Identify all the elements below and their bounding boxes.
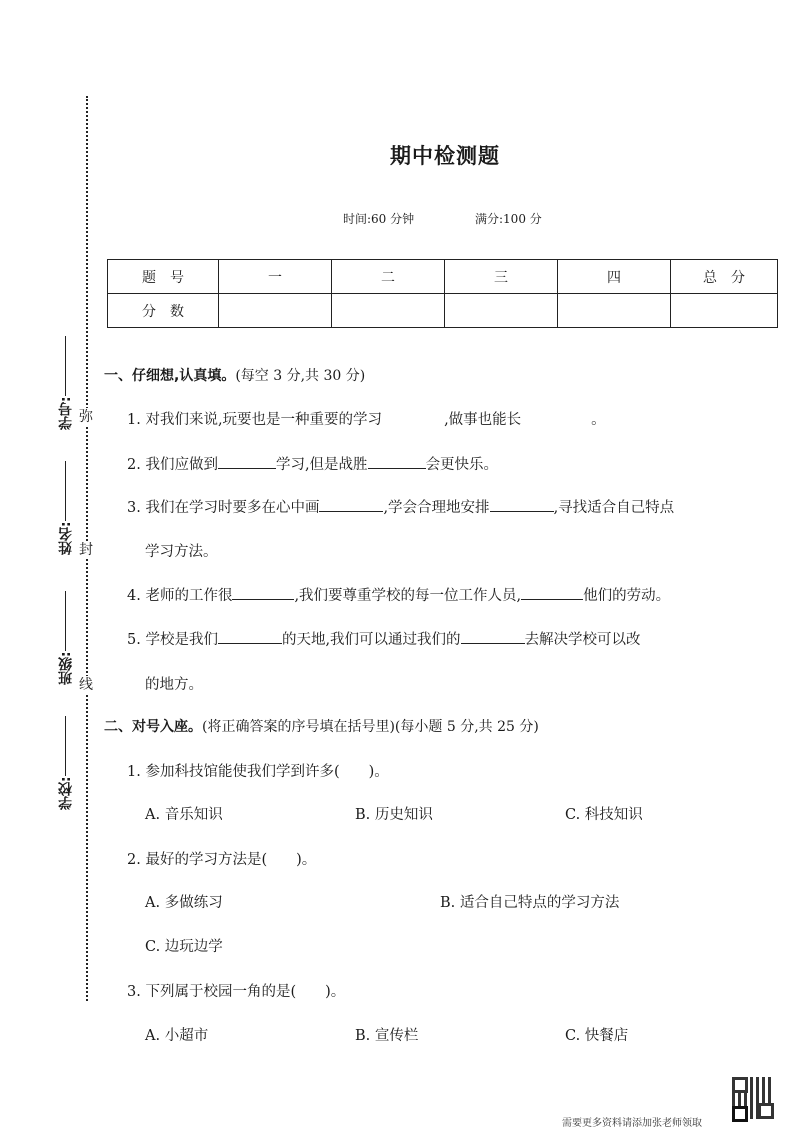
q-text: 他们的劳动。 [583, 588, 671, 604]
exam-full-score: 满分:100 分 [475, 212, 542, 226]
section2-heading [104, 716, 539, 736]
s2-question-1: 1. 参加科技馆能使我们学到许多( )。 [127, 764, 389, 780]
option-c[interactable]: C. 科技知识 [565, 807, 643, 823]
score-table-score-row [108, 294, 778, 328]
q-text: 会更快乐。 [425, 457, 499, 473]
school-field[interactable] [54, 700, 78, 810]
answer-blank[interactable] [232, 585, 294, 600]
option-a[interactable]: A. 多做练习 [145, 895, 223, 911]
s1-question-4 [127, 584, 670, 605]
option-a[interactable]: A. 音乐知识 [145, 807, 223, 823]
class-field[interactable] [54, 575, 78, 685]
option-a[interactable]: A. 小超市 [145, 1028, 209, 1044]
header-cell: 总 分 [671, 260, 778, 294]
section2-note: (将正确答案的序号填在括号里)(每小题 5 分,共 25 分) [202, 719, 539, 735]
score-row-label: 分 数 [108, 294, 219, 328]
option-b[interactable]: B. 历史知识 [355, 807, 433, 823]
section1-heading [104, 365, 365, 385]
s1-question-5-cont: 的地方。 [145, 677, 203, 693]
name-label: 姓名: [58, 521, 74, 555]
answer-blank[interactable] [490, 497, 554, 512]
student-id-label: 学号: [58, 396, 74, 430]
q-text: 学习,但是战胜 [275, 457, 368, 473]
footer-note: 需要更多资料请添加张老师领取 [562, 1118, 702, 1129]
answer-blank[interactable] [382, 410, 444, 424]
answer-blank[interactable] [218, 454, 276, 469]
option-c[interactable]: C. 边玩边学 [145, 939, 223, 955]
qr-finder-icon [732, 1106, 748, 1122]
seal-char-xian: 线 [79, 677, 93, 693]
q-text: 。 [591, 412, 606, 428]
q-text: ,寻找适合自己特点 [553, 500, 675, 516]
s2-question-3: 3. 下列属于校园一角的是( )。 [127, 984, 346, 1000]
q-text: 2. 我们应做到 [127, 457, 218, 473]
s1-question-3 [127, 496, 674, 517]
answer-blank[interactable] [319, 497, 383, 512]
answer-blank[interactable] [521, 410, 591, 424]
q-text: ,学会合理地安排 [383, 500, 490, 516]
score-table [107, 259, 778, 328]
option-b[interactable]: B. 宣传栏 [355, 1028, 419, 1044]
name-field[interactable] [54, 440, 78, 555]
header-cell: 三 [445, 260, 558, 294]
header-cell: 二 [332, 260, 445, 294]
answer-blank[interactable] [218, 629, 282, 644]
answer-blank[interactable] [461, 629, 525, 644]
exam-time: 时间:60 分钟 [343, 212, 415, 226]
score-cell[interactable] [671, 294, 778, 328]
q-text: 4. 老师的工作很 [127, 588, 233, 604]
q-text: ,我们要尊重学校的每一位工作人员, [294, 588, 522, 604]
student-id-field[interactable] [54, 300, 78, 430]
answer-blank[interactable] [368, 454, 426, 469]
score-cell[interactable] [219, 294, 332, 328]
section2-title: 二、对号入座。 [104, 719, 202, 735]
s1-question-5 [127, 628, 641, 649]
page-title: 期中检测题 [390, 144, 500, 168]
section1-note: (每空 3 分,共 30 分) [235, 368, 366, 384]
score-cell[interactable] [332, 294, 445, 328]
q-text: 5. 学校是我们 [127, 632, 218, 648]
q-text: 3. 我们在学习时要多在心中画 [127, 500, 320, 516]
score-cell[interactable] [558, 294, 671, 328]
header-cell: 题 号 [108, 260, 219, 294]
s1-question-3-cont: 学习方法。 [145, 544, 218, 560]
score-cell[interactable] [445, 294, 558, 328]
q-text: 去解决学校可以改 [524, 632, 641, 648]
school-label: 学校: [58, 776, 74, 810]
q-text: 1. 对我们来说,玩要也是一种重要的学习 [127, 412, 383, 428]
class-blank[interactable] [66, 591, 67, 651]
seal-char-mi: 弥 [79, 409, 93, 425]
class-label: 班级: [58, 651, 74, 685]
s1-question-1 [127, 408, 606, 429]
name-blank[interactable] [66, 461, 67, 521]
option-b[interactable]: B. 适合自己特点的学习方法 [440, 895, 620, 911]
school-blank[interactable] [66, 716, 67, 776]
option-c[interactable]: C. 快餐店 [565, 1028, 629, 1044]
s2-question-2: 2. 最好的学习方法是( )。 [127, 852, 317, 868]
answer-blank[interactable] [521, 585, 583, 600]
q-text: ,做事也能长 [444, 412, 522, 428]
seal-char-feng: 封 [79, 542, 93, 558]
q-text: 的天地,我们可以通过我们的 [281, 632, 461, 648]
score-table-header-row [108, 260, 778, 294]
student-id-blank[interactable] [66, 336, 67, 396]
s1-question-2 [127, 453, 498, 474]
header-cell: 一 [219, 260, 332, 294]
section1-title: 一、仔细想,认真填。 [104, 368, 236, 384]
header-cell: 四 [558, 260, 671, 294]
